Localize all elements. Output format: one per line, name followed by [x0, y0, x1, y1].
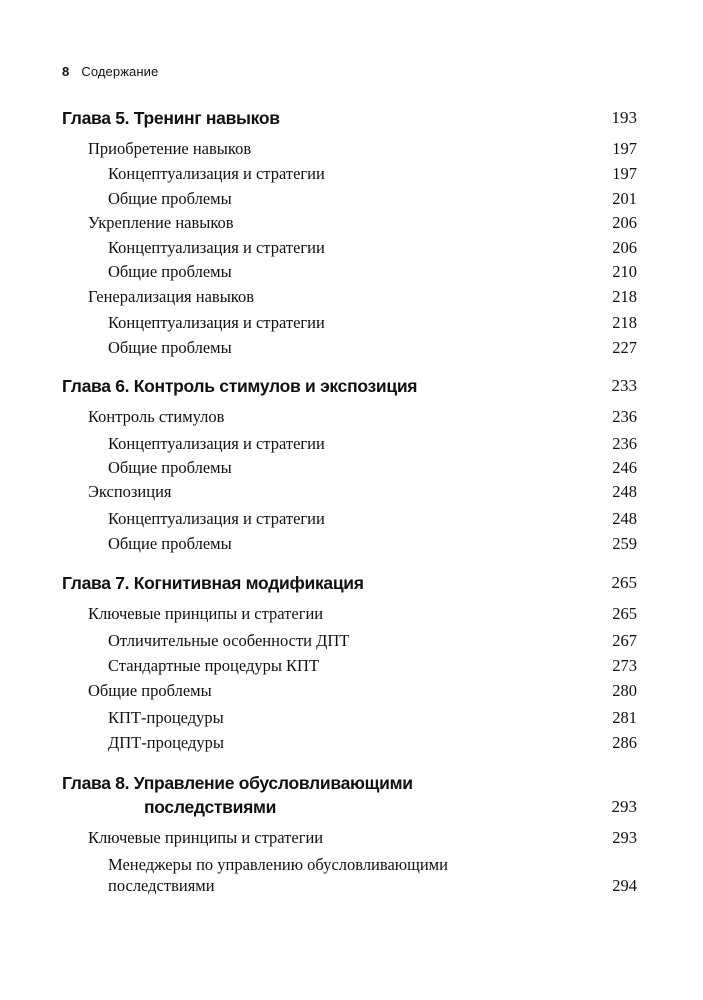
subsection-title: Концептуализация и стратегии	[108, 238, 325, 257]
page-ref: 273	[612, 656, 637, 675]
subsection-title: Концептуализация и стратегии	[108, 434, 325, 453]
page-ref: 206	[612, 213, 637, 232]
page-ref: 227	[612, 338, 637, 357]
page-ref: 193	[611, 108, 637, 127]
page-ref: 265	[611, 573, 637, 592]
chapter-title: Глава 6. Контроль стимулов и экспозиция	[62, 376, 418, 396]
running-head-title: Содержание	[81, 64, 159, 79]
page-ref: 236	[612, 434, 637, 453]
section-title: Ключевые принципы и стратегии	[88, 604, 324, 623]
section-title: Приобретение навыков	[88, 139, 252, 158]
subsection-title: Отличительные особенности ДПТ	[108, 631, 350, 650]
page-ref: 233	[611, 376, 637, 395]
subsection-title: Общие проблемы	[108, 458, 232, 477]
section-title: Ключевые принципы и стратегии	[88, 828, 324, 847]
page-ref: 210	[612, 262, 637, 281]
subsection-title: ДПТ-процедуры	[108, 733, 224, 752]
page-ref: 206	[612, 238, 637, 257]
subsection-title: Менеджеры по управлению обусловливающими	[108, 855, 448, 874]
chapter-title: Глава 7. Когнитивная модификация	[62, 573, 364, 593]
page-ref: 286	[612, 733, 637, 752]
subsection-title: Общие проблемы	[108, 338, 232, 357]
chapter-title: Глава 8. Управление обусловливающими	[62, 773, 413, 793]
subsection-title: Концептуализация и стратегии	[108, 164, 325, 183]
chapter-title-continued: последствиями	[144, 797, 277, 817]
subsection-title: Общие проблемы	[108, 534, 232, 553]
page-ref: 259	[612, 534, 637, 553]
section-title: Генерализация навыков	[88, 287, 255, 306]
page-ref: 293	[612, 828, 637, 847]
section-title: Экспозиция	[88, 482, 172, 501]
subsection-title: Концептуализация и стратегии	[108, 509, 325, 528]
page-ref: 236	[612, 407, 637, 426]
page-ref: 218	[612, 287, 637, 306]
page-ref: 218	[612, 313, 637, 332]
section-title: Контроль стимулов	[88, 407, 225, 426]
subsection-title: Концептуализация и стратегии	[108, 313, 325, 332]
subsection-title: КПТ-процедуры	[108, 708, 224, 727]
page-ref: 246	[612, 458, 637, 477]
page-ref: 294	[612, 876, 637, 895]
page-ref: 248	[612, 482, 637, 501]
page-ref: 201	[612, 189, 637, 208]
page-ref: 197	[612, 164, 637, 183]
chapter-title: Глава 5. Тренинг навыков	[62, 108, 280, 128]
section-title: Общие проблемы	[88, 681, 212, 700]
page-ref: 280	[612, 681, 637, 700]
subsection-title: Общие проблемы	[108, 189, 232, 208]
page-ref: 197	[612, 139, 637, 158]
page-ref: 248	[612, 509, 637, 528]
subsection-title: Общие проблемы	[108, 262, 232, 281]
section-title: Укрепление навыков	[88, 213, 234, 232]
page-ref: 281	[612, 708, 637, 727]
page-ref: 293	[611, 797, 637, 816]
subsection-title-continued: последствиями	[108, 876, 215, 895]
page-ref: 265	[612, 604, 637, 623]
subsection-title: Стандартные процедуры КПТ	[108, 656, 320, 675]
page-ref: 267	[612, 631, 637, 650]
page-number: 8	[62, 64, 70, 79]
